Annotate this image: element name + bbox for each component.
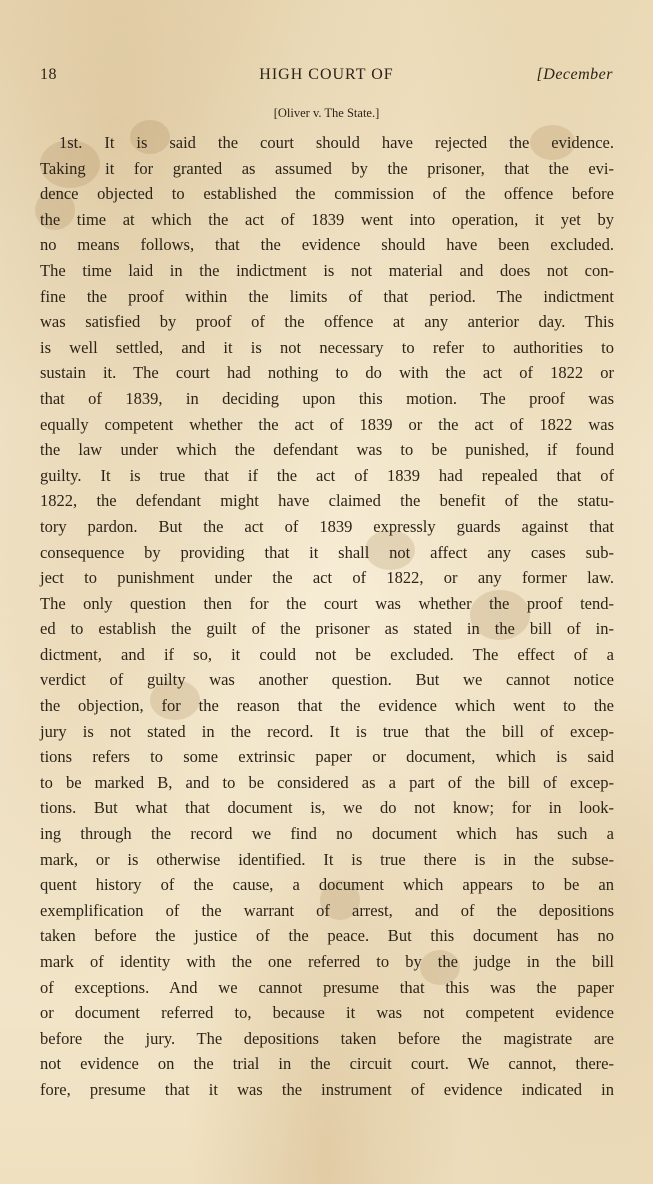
text-line: ed to establish the guilt of the prisoner as stated in the bill of in-: [40, 619, 614, 639]
text-line: dictment, and if so, it could not be excluded. The effect of a: [40, 644, 614, 664]
text-line: ject to punishment under the act of 1822, or any former law.: [40, 568, 614, 588]
text-line: jury is not stated in the record. It is true that the bill of excep-: [40, 721, 614, 741]
text-line: that of 1839, in deciding upon this motion. The proof was: [40, 388, 614, 408]
running-month: [December: [536, 66, 613, 83]
text-line: was satisfied by proof of the offence at any anterior day. This: [40, 312, 614, 332]
text-line: to be marked B, and to be considered as a part of the bill of excep-: [40, 772, 614, 792]
text-line: verdict of guilty was another question. But we cannot notice: [40, 670, 614, 690]
text-line: 1822, the defendant might have claimed the benefit of the statu-: [40, 491, 614, 511]
text-line: before the jury. The depositions taken before the magistrate are: [40, 1028, 614, 1048]
text-line: tions. But what that document is, we do not know; for in look-: [40, 798, 614, 818]
text-line: of exceptions. And we cannot presume that this was the paper: [40, 977, 614, 997]
text-line: ing through the record we find no document which has such a: [40, 824, 614, 844]
text-line: is well settled, and it is not necessary to refer to authorities to: [40, 337, 614, 357]
text-line: fore, presume that it was the instrument of evidence indicated in: [40, 1079, 614, 1099]
page-number: 18: [40, 66, 57, 83]
body-text: [40, 130, 614, 1103]
text-line: no means follows, that the evidence should have been excluded.: [40, 235, 614, 255]
text-line: Taking it for granted as assumed by the prisoner, that the evi-: [40, 158, 614, 178]
text-line: not evidence on the trial in the circuit court. We cannot, there-: [40, 1054, 614, 1074]
text-line: the time at which the act of 1839 went into operation, it yet by: [40, 209, 614, 229]
text-line: The time laid in the indictment is not material and does not con-: [40, 260, 614, 280]
text-line: mark, or is otherwise identified. It is true there is in the subse-: [40, 849, 614, 869]
text-line: quent history of the cause, a document which appears to be an: [40, 875, 614, 895]
text-line: the law under which the defendant was to be punished, if found: [40, 440, 614, 460]
text-line: guilty. It is true that if the act of 1839 had repealed that of: [40, 465, 614, 485]
text-line: consequence by providing that it shall not affect any cases sub-: [40, 542, 614, 562]
text-line: dence objected to established the commission of the offence before: [40, 184, 614, 204]
case-caption: [Oliver v. The State.]: [273, 106, 380, 120]
text-line: fine the proof within the limits of that period. The indictment: [40, 286, 614, 306]
text-line: The only question then for the court was whether the proof tend-: [40, 593, 614, 613]
text-line: 1st. It is said the court should have rejected the evidence.: [59, 133, 614, 152]
running-title: HIGH COURT OF: [259, 66, 394, 83]
text-line: exemplification of the warrant of arrest, and of the depositions: [40, 900, 614, 920]
text-line: or document referred to, because it was not competent evidence: [40, 1003, 614, 1023]
text-line: tory pardon. But the act of 1839 expressly guards against that: [40, 516, 614, 536]
text-line: tions refers to some extrinsic paper or document, which is said: [40, 747, 614, 767]
running-header: [40, 66, 613, 90]
text-line: taken before the justice of the peace. But this document has no: [40, 926, 614, 946]
text-line: mark of identity with the one referred to by the judge in the bill: [40, 952, 614, 971]
text-line: sustain it. The court had nothing to do with the act of 1822 or: [40, 363, 614, 383]
text-line: equally competent whether the act of 1839 or the act of 1822 was: [40, 414, 614, 434]
text-line: the objection, for the reason that the evidence which went to the: [40, 696, 614, 716]
